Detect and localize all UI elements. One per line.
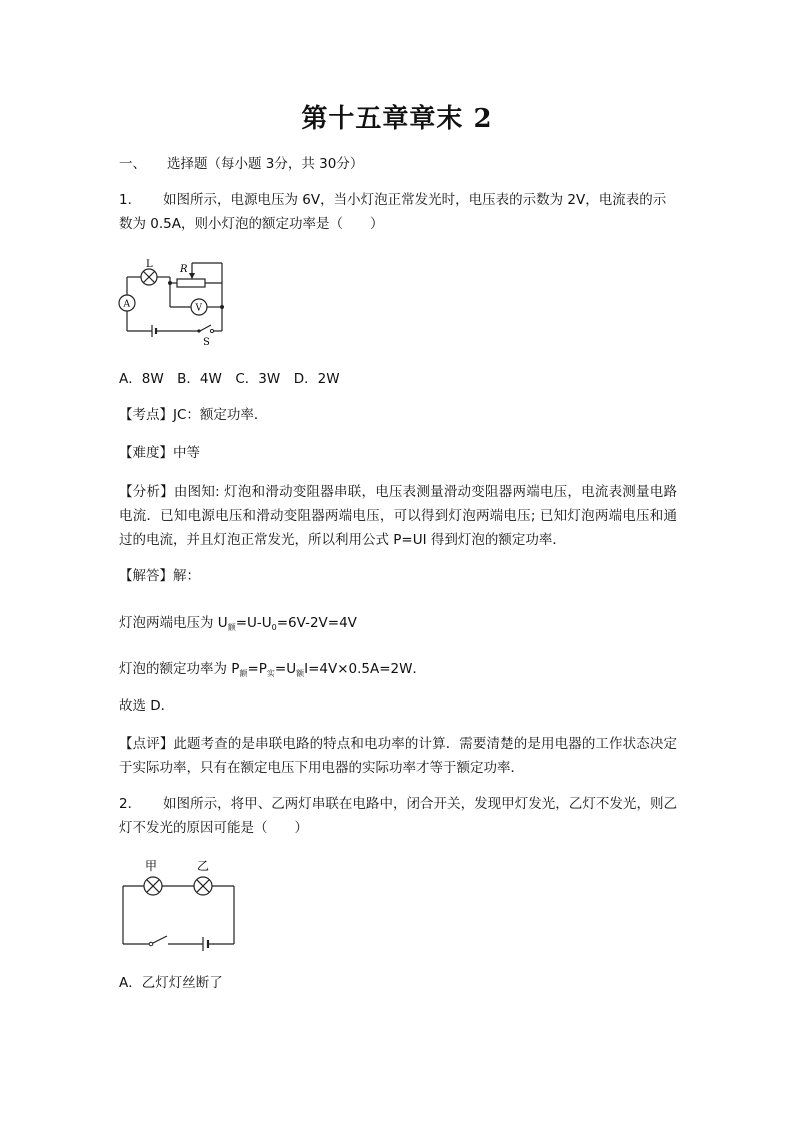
section-text: 选择题（每小题 3分，共 30分） [167,156,364,172]
ammeter-label-a: A [123,299,130,310]
question1-jieda-label: 【解答】解： [119,568,200,584]
question1-stem [119,188,679,236]
step2-sub3: 额 [296,669,305,678]
lamp-label-yi: 乙 [197,859,210,873]
switch-label-s: S [203,337,210,348]
question1-guxuan: 故选 D． [119,698,175,714]
voltmeter-label-v: V [195,303,202,314]
question2-stem [119,792,677,840]
question1-stem-line2: 数为 0.5A，则小灯泡的额定功率是（ ） [119,216,384,232]
step1-prefix: 灯泡两端电压为 U [119,615,228,631]
step2-prefix: 灯泡的额定功率为 P [119,661,240,677]
question2-option-a: A．乙灯灯丝断了 [119,975,223,991]
step2-sub2: 实 [266,669,275,678]
question1-kaodian: 【考点】JC：额定功率． [119,407,268,423]
step2-rest3: I=4V×0.5A=2W． [304,661,426,677]
step1-rest2: =6V-2V=4V [276,615,357,631]
step1-sub1: 额 [227,623,236,632]
resistor-label-r: R [180,264,188,275]
step1-sub2: 0 [271,623,277,632]
question1-number: 1． [119,192,142,208]
question1-nandu: 【难度】中等 [119,445,200,461]
question1-circuit-diagram [112,255,242,350]
step2-rest2: =U [274,661,297,677]
question2-circuit-diagram [115,855,245,955]
section-heading [119,155,679,173]
question2-stem-text: 如图所示，将甲、乙两灯串联在电路中，闭合开关，发现甲灯发光，乙灯不发光，则乙灯不发光的原因可能是（ ） [119,796,677,836]
question1-dianping: 【点评】此题考查的是串联电路的特点和电功率的计算．需要清楚的是用电器的工作状态决定于实际功率，只有在额定电压下用电器的实际功率才等于额定功率． [119,736,677,776]
lamp-label-jia: 甲 [145,859,158,873]
lamp-label-l: L [146,259,153,270]
question1-step2 [119,660,679,683]
step1-rest1: =U-U [235,615,272,631]
step2-rest1: =P [247,661,267,677]
question1-fenxi: 【分析】由图知: 灯泡和滑动变阻器串联，电压表测量滑动变阻器两端电压，电流表测量电路电流．已知电源电压和滑动变阻器两端电压，可以得到灯泡两端电压; 已知灯泡两端电压和通过的电流，并且灯泡正常发光，所以利用公式 P=UI 得到灯泡的额定功率． [119,484,677,548]
step2-sub1: 额 [239,669,248,678]
question1-options: A．8W B．4W C．3W D．2W [119,371,340,387]
page-title: 第十五章章末 2 [301,104,493,134]
question1-stem-line1: 如图所示，电源电压为 6V，当小灯泡正常发光时，电压表的示数为 2V，电流表的示 [163,192,667,208]
question2-number: 2． [119,796,142,812]
section-number: 一、 [119,156,146,172]
question1-step1 [119,614,679,637]
